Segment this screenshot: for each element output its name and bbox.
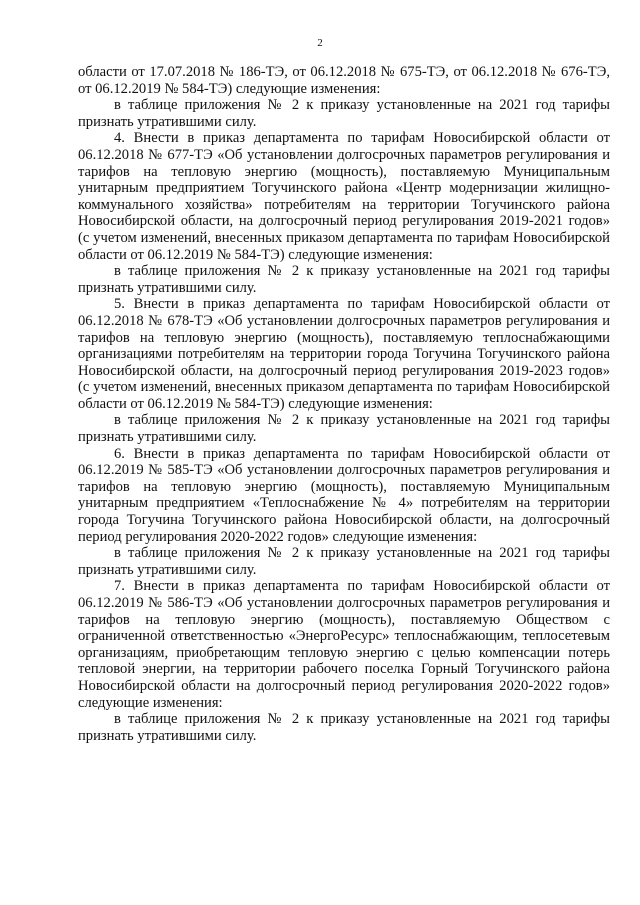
paragraph-5-change: в таблице приложения № 2 к приказу установленные на 2021 год тарифы признать утратившими силу. xyxy=(78,412,610,446)
paragraph-item-4: 4. Внести в приказ департамента по тарифам Новосибирской области от 06.12.2018 № 677-ТЭ «Об установлении долгосрочных параметров регулирования и тарифов на тепловую энергию (мощность), поставляемую Муниципальным унитарным предприятием Тогучинского района «Центр модернизации жилищно-коммунального хозяйства» потребителям на территории Тогучинского района Новосибирской области, на долгосрочный период регулирования 2019-2021 годов» (с учетом изменений, внесенных приказом департамента по тарифам Новосибирской области от 06.12.2019 № 584-ТЭ) следующие изменения: xyxy=(78,130,610,263)
paragraph-4-change: в таблице приложения № 2 к приказу установленные на 2021 год тарифы признать утратившими силу. xyxy=(78,263,610,296)
paragraph-item-7: 7. Внести в приказ департамента по тарифам Новосибирской области от 06.12.2019 № 586-ТЭ «Об установлении долгосрочных параметров регулирования и тарифов на тепловую энергию (мощность), поставляемую Обществом с ограниченной ответственностью «ЭнергоРесурс» теплоснабжающим, теплосетевым организациям, приобретающим тепловую энергию с целью компенсации потерь тепловой энергии, на территории рабочего поселка Горный Тогучинского района Новосибирской области на долгосрочный период регулирования 2020-2022 годов» следующие изменения: xyxy=(78,578,610,711)
paragraph-continuation: области от 17.07.2018 № 186-ТЭ, от 06.12.2018 № 675-ТЭ, от 06.12.2018 № 676-ТЭ, от 06.12.2019 № 584-ТЭ) следующие изменения: xyxy=(78,64,610,97)
paragraph-7-change: в таблице приложения № 2 к приказу установленные на 2021 год тарифы признать утратившими силу. xyxy=(78,711,610,744)
page-number: 2 xyxy=(317,37,323,49)
paragraph-item-6: 6. Внести в приказ департамента по тарифам Новосибирской области от 06.12.2019 № 585-ТЭ «Об установлении долгосрочных параметров регулирования и тарифов на тепловую энергию (мощность), поставляемую Муниципальным унитарным предприятием «Теплоснабжение № 4» потребителям на территории города Тогучина Тогучинского района Новосибирской области, на долгосрочный период регулирования 2020-2022 годов» следующие изменения: xyxy=(78,445,610,545)
paragraph-item-5: 5. Внести в приказ департамента по тарифам Новосибирской области от 06.12.2018 № 678-ТЭ «Об установлении долгосрочных параметров регулирования и тарифов на тепловую энергию (мощность), поставляемую теплоснабжающими организациями потребителям на территории города Тогучина Тогучинского района Новосибирской области, на долгосрочный период регулирования 2019-2023 годов» (с учетом изменений, внесенных приказом департамента по тарифам Новосибирской области от 06.12.2019 № 584-ТЭ) следующие изменения: xyxy=(78,296,610,412)
paragraph-6-change: в таблице приложения № 2 к приказу установленные на 2021 год тарифы признать утратившими силу. xyxy=(78,545,610,578)
document-body xyxy=(78,64,610,744)
paragraph-3-change: в таблице приложения № 2 к приказу установленные на 2021 год тарифы признать утратившими силу. xyxy=(78,97,610,130)
